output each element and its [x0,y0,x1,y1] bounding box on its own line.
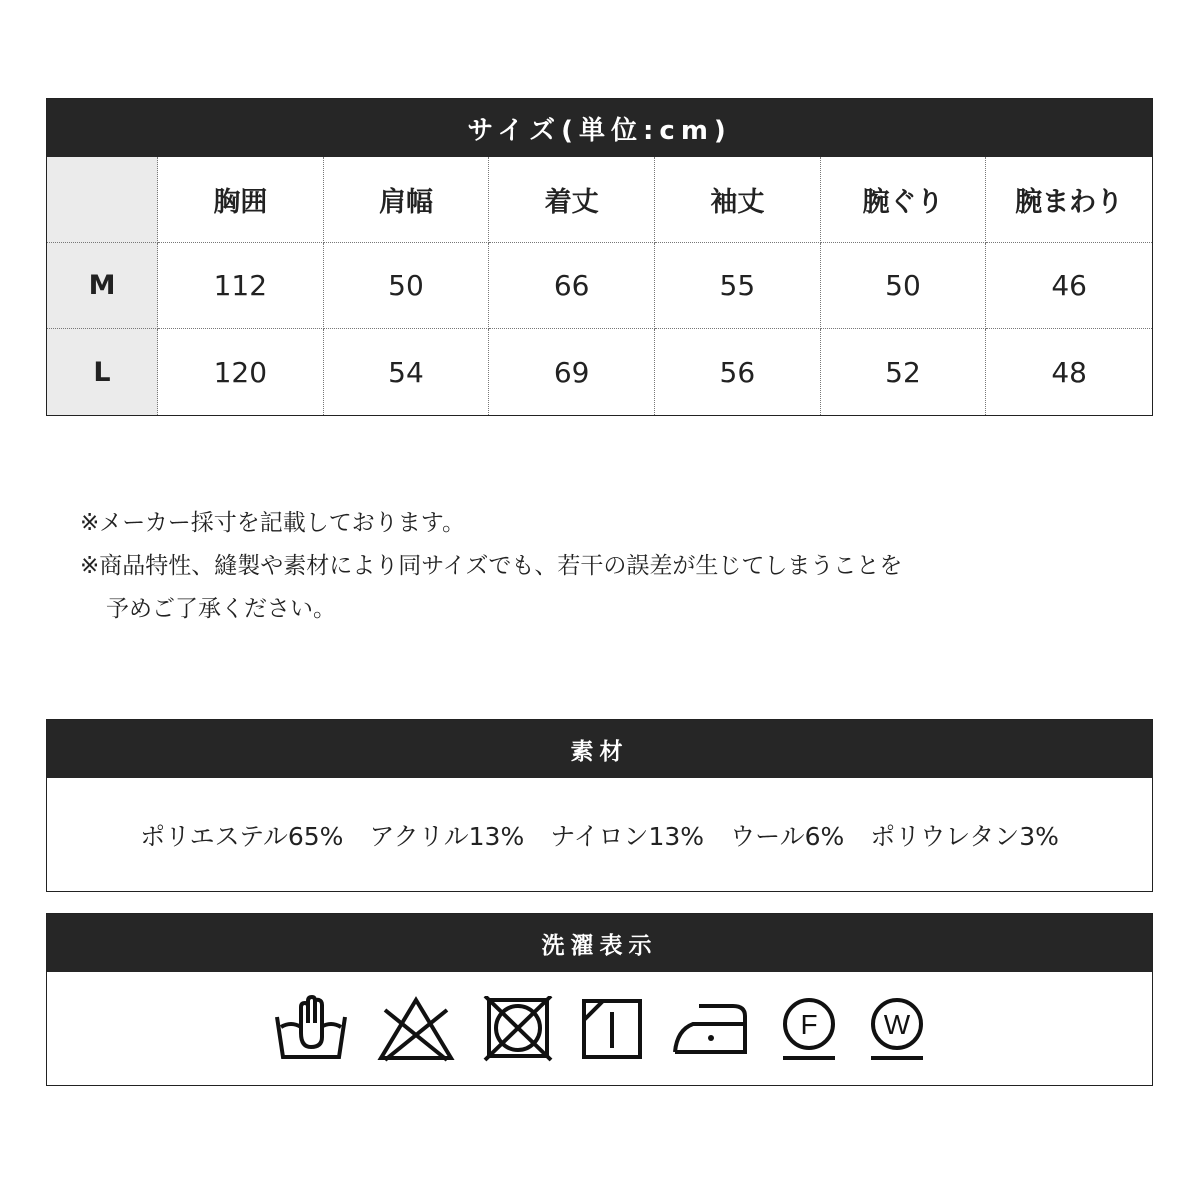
care-icons [47,972,1152,1085]
dry-clean-f-icon [779,996,839,1062]
material-item: ポリエステル65% [140,821,344,851]
material-item: ナイロン13% [550,821,705,851]
table-cell: 52 [821,329,987,415]
material-list [47,778,1152,891]
size-table-title: サイズ(単位:cm) [47,99,1152,157]
line-dry-shade-icon [581,998,643,1060]
hand-wash-icon [273,993,349,1065]
size-table [46,98,1153,416]
material-title: 素材 [47,720,1152,778]
table-cell: 120 [158,329,324,415]
table-cell: 50 [821,243,987,329]
column-header: 腕ぐり [821,157,987,243]
column-header: 着丈 [489,157,655,243]
column-header: 胸囲 [158,157,324,243]
notes [80,502,902,631]
column-header: 腕まわり [986,157,1152,243]
table-cell: 54 [324,329,490,415]
table-cell: 50 [324,243,490,329]
material-section [46,719,1153,892]
note-line: ※メーカー採寸を記載しております。 [80,510,465,536]
no-tumble-dry-icon [483,996,553,1062]
table-cell: 56 [655,329,821,415]
care-title: 洗濯表示 [47,914,1152,972]
table-cell: 48 [1051,355,1087,389]
iron-low-icon [671,1000,751,1058]
dry-clean-letter: F [799,1008,818,1040]
row-header-size: L [47,329,158,415]
wet-clean-w-icon [867,996,927,1062]
table-corner [47,157,158,243]
material-item: アクリル13% [369,821,525,851]
row-header-size: M [47,243,158,329]
table-cell: 69 [489,329,655,415]
table-cell: 66 [489,243,655,329]
size-grid [47,157,1152,415]
wet-clean-letter: W [883,1008,910,1040]
note-line: 予めご了承ください。 [106,596,336,622]
column-header: 肩幅 [324,157,490,243]
column-header: 袖丈 [655,157,821,243]
table-cell: 46 [986,243,1152,329]
material-item: ポリウレタン3% [870,821,1059,851]
care-section [46,913,1153,1086]
no-bleach-icon [377,996,455,1062]
note-line: ※商品特性、縫製や素材により同サイズでも、若干の誤差が生じてしまうことを [80,553,903,579]
table-cell: 112 [158,243,324,329]
material-item: ウール6% [730,821,845,851]
table-cell: 55 [655,243,821,329]
